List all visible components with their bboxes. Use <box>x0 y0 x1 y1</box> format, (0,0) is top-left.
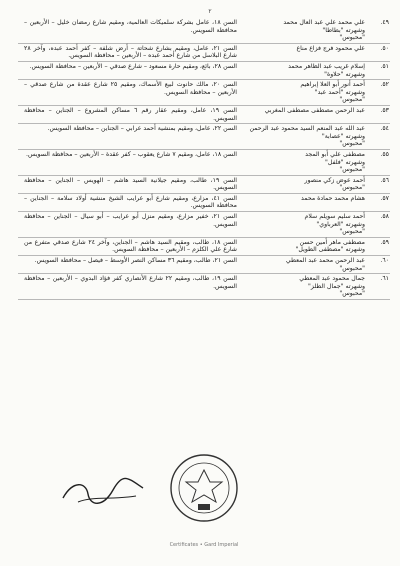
defendant-entry <box>18 150 390 176</box>
defendant-nickname: وشهرته "حلاوة" <box>324 70 365 78</box>
defendant-name: عبد الرحمن محمد عبد المعطي <box>285 257 365 265</box>
custody-status: "محبوس" <box>339 264 365 272</box>
entry-number: ٥١. <box>380 62 389 70</box>
entry-person <box>237 257 367 272</box>
document-page <box>18 8 390 556</box>
custody-status: "محبوس" <box>339 34 365 42</box>
entry-person <box>237 125 367 148</box>
defendant-name: عبد الرحمن مصطفى مصطفى المغربي <box>264 106 365 114</box>
custody-status: "محبوس" <box>339 166 365 174</box>
entry-person <box>237 45 367 53</box>
entry-person <box>237 239 367 254</box>
defendant-details: السن ١٩، عامل، ومقيم عقار رقم ٦ مساكن المشروع – الجناين – محافظة السويس. <box>24 106 237 122</box>
defendant-name: عبد الله عبد المنعم السيد محمود عبد الرحمن <box>249 125 365 133</box>
defendant-details: السن ٢٢، عامل، ومقيم بمنشية أحمد عرابي – الجناين – محافظة السويس. <box>47 125 237 133</box>
defendant-details: السن ٢٠، مالك حانوت لبيع الأسماك، ومقيم ٢٥ شارع عقدة من شارع صدقي – الأربعين – محافظة السويس. <box>24 81 237 96</box>
entry-number: ٥٧. <box>380 194 389 202</box>
defendant-nickname: وشهرته "فلفل" <box>325 158 365 166</box>
defendant-name: مصطفى علي أبو المجد <box>305 150 365 158</box>
entry-person <box>237 19 367 42</box>
defendant-entry <box>18 194 390 212</box>
defendant-name: علي محمود فرج فزاع مناع <box>296 44 365 52</box>
defendant-nickname: وشهرته "أحمد عبد" <box>314 88 365 96</box>
official-seal <box>168 452 240 524</box>
defendant-details: السن ٤١، مزارع، ومقيم شارع أبو عرايب الشيخ منشية أولاد سلامة – الجناين – محافظة السويس. <box>24 194 237 210</box>
defendant-details: السن ١٨، طالب، ومقيم السيد هاشم – الجناين، وآخر ٢٤ شارع صدقي متفرع من شارع علي الكلزم – الأربعين – محافظة السويس. <box>24 238 237 254</box>
entry-person <box>237 213 367 236</box>
handwritten-signature <box>58 470 148 510</box>
entry-person <box>237 81 367 104</box>
footer-note: Certificates • Gard Imperial <box>169 542 239 548</box>
entry-number: ٥٨. <box>380 213 389 221</box>
custody-status: "محبوس" <box>339 228 365 236</box>
entry-number: ٥٤. <box>380 125 389 133</box>
defendant-entry <box>18 62 390 80</box>
defendant-name: جمال محمود عبد المعطي <box>299 275 365 283</box>
defendant-details: السن ٢٨، بائع، ومقيم حارة مسعود – شارع صدقي – الأربعين – محافظة السويس. <box>29 62 237 70</box>
defendant-entry <box>18 44 390 62</box>
defendant-entry <box>18 238 390 256</box>
defendant-details: السن ٢١، عامل، ومقيم بشارع شحاتة – أرض شلفة – كفر أحمد عبده، وآخر ٢٨ شارع البلاسل من شارع أحمد عبده – الأربعين – محافظة السويس. <box>24 44 237 60</box>
defendant-name: علي محمد علي عبد العال محمد <box>283 19 365 26</box>
entry-person <box>237 275 367 298</box>
defendant-nickname: وشهرته "مصطفى الطويل" <box>295 246 365 254</box>
defendant-nickname: وشهرته "جمال الطلز" <box>307 282 365 290</box>
defendant-entry <box>18 274 390 300</box>
entry-number: ٤٩. <box>380 19 389 26</box>
defendant-name: أحمد أنور أبو العلا إبراهيم <box>300 81 365 89</box>
defendant-details: السن ١٨، عامل بشركة سلميكات العالمية، ومقيم شارع رمضان خليل – الأربعين – محافظة السويس. <box>24 19 237 34</box>
entry-number: ٥٢. <box>380 81 389 89</box>
entry-number: ٥٩. <box>380 238 389 246</box>
entry-number: ٥٦. <box>380 176 389 184</box>
defendant-details: السن ١٨، عامل، ومقيم ٧ شارع يعقوب – كفر عقدة – الأربعين – محافظة السويس. <box>25 150 237 158</box>
defendant-name: أحمد عوض زكي منصور <box>304 176 365 184</box>
defendant-nickname: وشهرته "عصابة" <box>321 132 365 140</box>
defendant-name: مصطفى ماهر أمين حسن <box>299 238 365 246</box>
defendant-entry <box>18 176 390 194</box>
defendant-nickname: وشهرته "بطاطا" <box>322 26 365 34</box>
custody-status: "محبوس" <box>339 290 365 298</box>
defendant-entry <box>18 18 390 44</box>
entry-person <box>237 177 367 192</box>
entry-number: ٥٣. <box>380 106 389 114</box>
entry-person <box>237 107 367 115</box>
entry-person <box>237 195 367 203</box>
defendant-details: السن ٢١، طالب، ومقيم ٣٦ مساكن النصر الأوسط – فيصل – محافظة السويس. <box>34 257 237 265</box>
custody-status: "محبوس" <box>339 184 365 192</box>
defendant-entry <box>18 124 390 150</box>
custody-status: "محبوس" <box>339 96 365 104</box>
defendant-name: إسلام غريب عبد الظاهر محمد <box>288 62 365 70</box>
defendant-details: السن ١٩، طالب، ومقيم ٢٢ شارع الأنصاري كفر فؤاد البدوي – الأربعين – محافظة السويس. <box>24 275 237 290</box>
defendant-entry <box>18 256 390 274</box>
entry-number: ٦٠. <box>380 257 389 265</box>
defendant-entry <box>18 80 390 106</box>
defendant-name: هشام محمد حمادة محمد <box>301 194 365 202</box>
defendant-entry <box>18 212 390 238</box>
defendants-list <box>18 18 390 300</box>
entry-number: ٥٠. <box>380 44 389 52</box>
defendant-name: أحمد سليم سويلم سلام <box>304 213 365 221</box>
custody-status: "محبوس" <box>339 140 365 148</box>
defendant-details: السن ٢١، خفير مزارع، ومقيم منزل أبو عرايب – أبو سيال – الجناين – محافظة السويس. <box>24 213 237 228</box>
entry-number: ٥٥. <box>380 150 389 158</box>
entry-number: ٦١. <box>380 275 389 283</box>
defendant-nickname: وشهرته "العرباوي" <box>316 220 365 228</box>
entry-person <box>237 63 367 78</box>
defendant-entry <box>18 106 390 124</box>
defendant-details: السن ١٩، طالب، ومقيم جيلانية السيد هاشم – الهويس – الجناين – محافظة السويس. <box>24 176 237 192</box>
entry-person <box>237 151 367 174</box>
page-number: ٢ <box>208 8 212 15</box>
